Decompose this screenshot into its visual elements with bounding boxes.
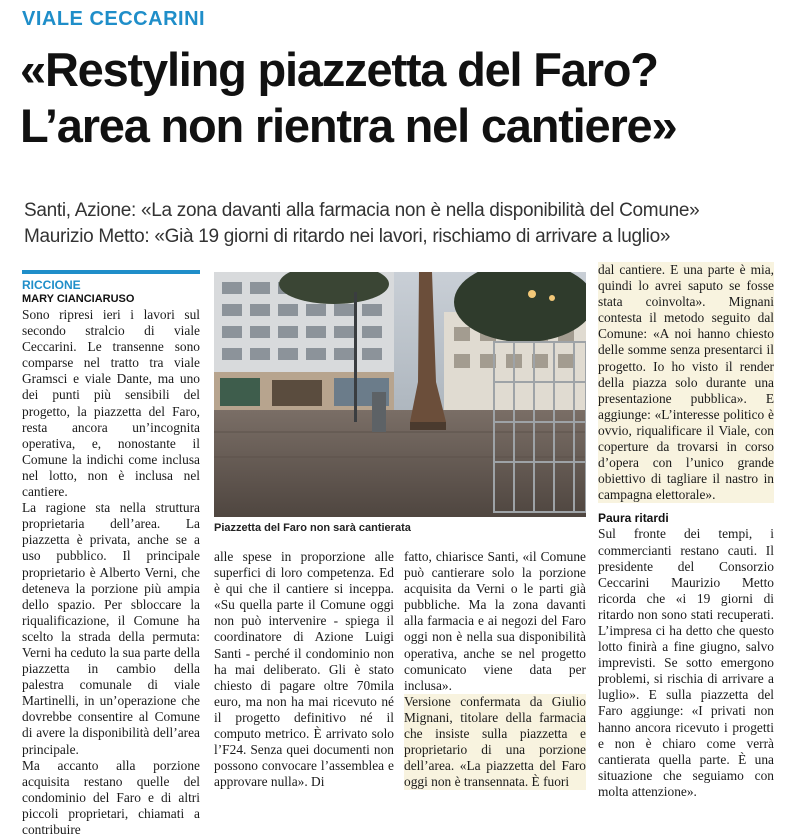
- subhead-line-2: Maurizio Metto: «Già 19 giorni di ritardo nei lavori, rischiamo di arrivare a luglio»: [24, 226, 671, 247]
- paragraph: fatto, chiarisce Santi, «il Comune può cantierare solo la porzione acquisita da Verni o le parti già pubbliche. Ma la zona davanti alla farmacia e ai negozi del Faro oggi non è nella sua disponibilità operativa, anche se nel progetto comunicato viene data per inclusa».: [404, 549, 586, 693]
- subhead-line-1: Santi, Azione: «La zona davanti alla farmacia non è nella disponibilità del Comune»: [24, 200, 700, 221]
- headline-line-2: L’area non rientra nel cantiere»: [20, 99, 677, 152]
- paragraph: La ragione sta nella struttura proprietaria dell’area. La piazzetta è privata, anche se a uso pubblico. Il principale proprietario è Alberto Verni, che deteneva la porzione più ampia dello spazio. Per sbloccare la riqualificazione, il Comune ha scelto la strada della permuta: Verni ha ceduto la sua parte della piazzetta in cambio della palestra comunale di viale Martinelli, in un’operazione che dovrebbe consentire al Comune di avere la disponibilità dell’area principale.: [22, 500, 200, 757]
- headline: [20, 42, 780, 154]
- section-label: RICCIONE: [22, 278, 81, 292]
- article-column-4: [598, 262, 774, 800]
- subheadline: [24, 198, 784, 250]
- paragraph: alle spese in proporzione alle superfici di loro competenza. Ed è qui che il cantiere si inceppa. «Su quella parte il Comune oggi non può intervenire - spiega il coordinatore di Azione Luigi Santi - perché il condominio non ha mai deliberato. Gli è stato chiesto di pagare oltre 70mila euro, ma non ha mai ricevuto né il progetto definitivo né il computo metrico. È arrivato solo l’F24. Senza quei documenti non possono convocare l’assemblea e approvare nulla». Di: [214, 549, 394, 790]
- piazzetta-photo: [214, 272, 586, 517]
- highlighted-paragraph: dal cantiere. E una parte è mia, quindi lo avrei saputo se fosse stata coinvolta». Mignani contesta il metodo seguito dal Comune: «A noi hanno chiesto delle somme senza presentarci il progetto. Io ho visto il render della piazza solo durante una presentazione pubblica». E aggiunge: «L’interesse politico è ovvio, riqualificare il Viale, con coperture da trovarsi in corso d’opera con l’unico grande obiettivo di tagliare il nastro in campagna elettorale».: [598, 262, 774, 503]
- paragraph: Sono ripresi ieri i lavori sul secondo stralcio di viale Ceccarini. Le transenne sono comparse nel tratto tra viale Gramsci e viale Dante, ma uno dei punti più sensibili del progetto, la piazzetta del Faro, resta ancora un’incognita operativa, e, nonostante il Comune la indichi come inclusa nel lotto, non è inclusa nel cantiere.: [22, 307, 200, 500]
- article-column-3: [404, 549, 586, 790]
- subsection-title: Paura ritardi: [598, 511, 669, 526]
- paragraph: Sul fronte dei tempi, i commercianti restano cauti. Il presidente del Consorzio Ceccarini Maurizio Metto ricorda che «i 19 giorni di ritardo non sono stati recuperati. L’impresa ci ha detto che questo lotto finirà a fine giugno, salvo imprevisti. Se sotto emergono problemi, si rischia di arrivare a luglio». E sulla piazzetta del Faro aggiunge: «I privati non hanno ancora ricevuto i progetti e non è chiaro come verrà cantierata quella parte. È una situazione che seguiamo con molta attenzione».: [598, 526, 774, 799]
- paragraph: Ma accanto alla porzione acquisita restano quelle del condominio del Faro e di altri piccoli proprietari, chiamati a contribuire: [22, 757, 200, 837]
- article-photo: [214, 272, 586, 517]
- article-column-1: [22, 270, 200, 838]
- photo-caption: Piazzetta del Faro non sarà cantierata: [214, 522, 411, 534]
- kicker: VIALE CECCARINI: [22, 8, 206, 30]
- section-bar: [22, 270, 200, 274]
- byline: MARY CIANCIARUSO: [22, 293, 135, 305]
- highlighted-paragraph: Versione confermata da Giulio Mignani, titolare della farmacia che insiste sulla piazzetta e proprietario di una porzione dell’area. «La piazzetta del Faro oggi non è transennata. È fuori: [404, 693, 586, 790]
- article-column-2: [214, 549, 394, 790]
- headline-line-1: «Restyling piazzetta del Faro?: [20, 43, 658, 96]
